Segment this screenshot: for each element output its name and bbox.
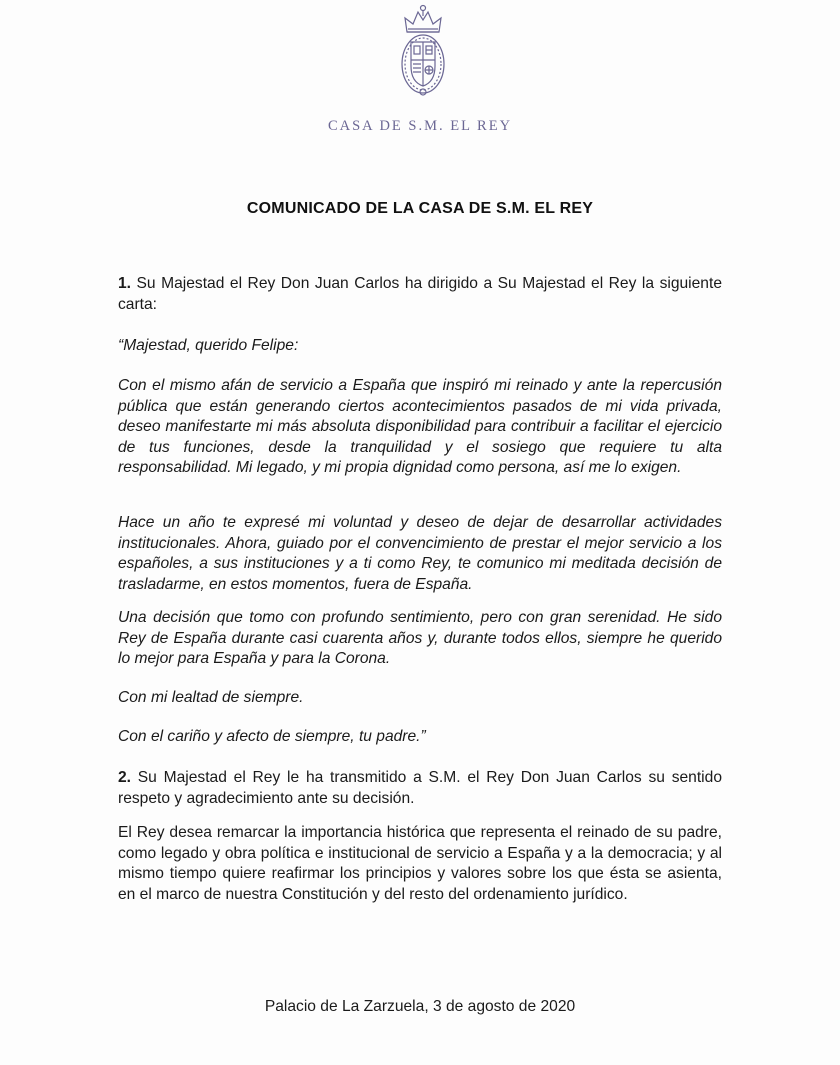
royal-coat-of-arms-icon: [391, 2, 455, 98]
letter-paragraph-2: Hace un año te expresé mi voluntad y deseo de dejar de desarrollar actividades institucionales. Ahora, guiado por el convencimiento de prestar el mejor servicio a los españoles, a sus instituciones y a ti como Rey, te comunico mi meditada decisión de trasladarme, en estos momentos, fuera de España.: [118, 514, 722, 593]
letter-closing-1: Con mi lealtad de siempre.: [118, 689, 304, 706]
section-2-intro: [118, 768, 722, 809]
section-1-text: Su Majestad el Rey Don Juan Carlos ha dirigido a Su Majestad el Rey la siguiente carta:: [118, 275, 722, 313]
section-2-paragraph: El Rey desea remarcar la importancia histórica que representa el reinado de su padre, como legado y obra política e institucional de servicio a España y a la democracia; y al mismo tiempo quiere reafirmar los principios y valores sobre los que ésta se asienta, en el marco de nuestra Constitución y del resto del ordenamiento jurídico.: [118, 824, 722, 903]
letter-paragraph-3: Una decisión que tomo con profundo sentimiento, pero con gran serenidad. He sido Rey de España durante casi cuarenta años y, durante todos ellos, siempre he querido lo mejor para España y para la Corona.: [118, 609, 722, 667]
page-title: COMUNICADO DE LA CASA DE S.M. EL REY: [246, 200, 594, 217]
section-2-text: Su Majestad el Rey le ha transmitido a S.M. el Rey Don Juan Carlos su sentido respeto y agradecimiento ante su decisión.: [118, 769, 722, 807]
section-2-number: 2.: [118, 769, 132, 786]
section-1-number: 1.: [118, 275, 132, 292]
issuer-header: CASA DE S.M. EL REY: [327, 118, 513, 134]
section-1-intro: [118, 274, 722, 315]
dateline: Palacio de La Zarzuela, 3 de agosto de 2020: [264, 998, 576, 1015]
letter-salutation: “Majestad, querido Felipe:: [118, 337, 299, 354]
letter-closing-2: Con el cariño y afecto de siempre, tu padre.”: [118, 728, 426, 745]
letter-paragraph-1: Con el mismo afán de servicio a España que inspiró mi reinado y ante la repercusión pública que están generando ciertos acontecimientos pasados de mi vida privada, deseo manifestarte mi más absoluta disponibilidad para contribuir a facilitar el ejercicio de tus funciones, desde la tranquilidad y el sosiego que requiere tu alta responsabilidad. Mi legado, y mi propia dignidad como persona, así me lo exigen.: [118, 377, 722, 476]
